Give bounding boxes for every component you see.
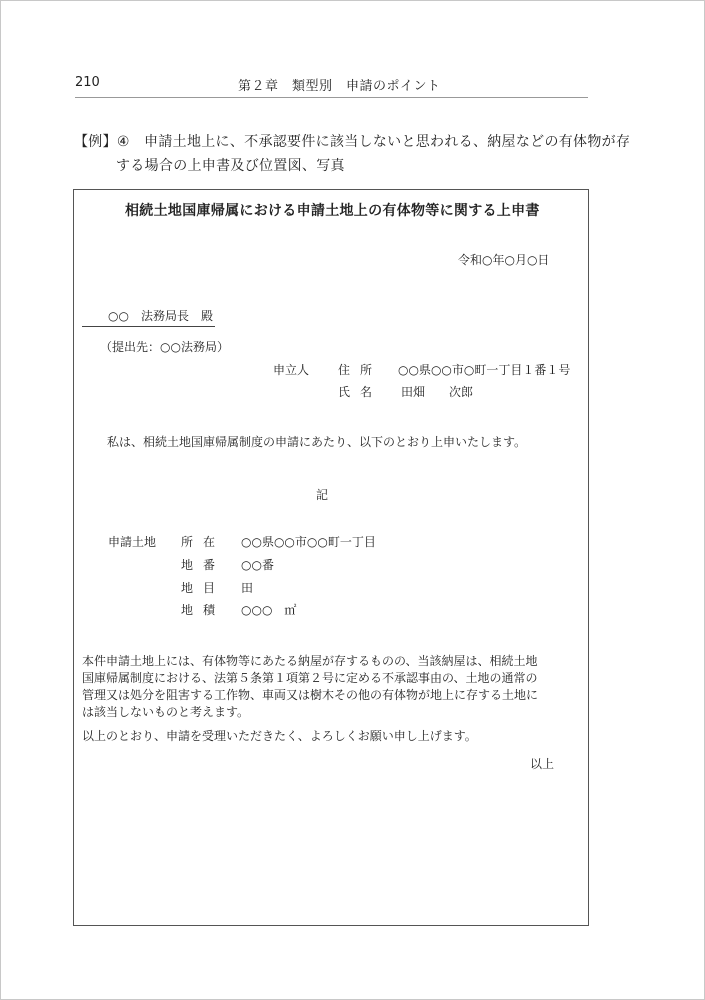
- body-paragraph-line: 管理又は処分を阻害する工作物、車両又は樹木その他の有体物が地上に存する土地に: [82, 688, 539, 702]
- addressee: ○○ 法務局長 殿: [82, 307, 215, 327]
- body-paragraph-line: は該当しないものと考えます。: [82, 705, 250, 719]
- document-frame: [73, 189, 589, 926]
- statement: 私は、相続土地国庫帰属制度の申請にあたり、以下のとおり上申いたします。: [107, 435, 527, 449]
- document-title: 相続土地国庫帰属における申請土地上の有体物等に関する上申書: [125, 203, 540, 219]
- name-label: 氏名: [338, 385, 383, 399]
- applicant-label: 申立人: [273, 363, 310, 377]
- land-row-label: 地番: [181, 558, 226, 572]
- example-heading-line1: 【例】④ 申請土地上に、不承認要件に該当しないと思われる、納屋などの有体物が存: [74, 134, 631, 150]
- request-line: 以上のとおり、申請を受理いただきたく、よろしくお願い申し上げます。: [82, 729, 477, 743]
- land-row-label: 地積: [181, 603, 226, 617]
- document-date: 令和○年○月○日: [458, 253, 550, 267]
- example-heading-line2: する場合の上申書及び位置図、写真: [116, 158, 345, 174]
- land-row-label: 地目: [181, 581, 226, 595]
- address-value: ○○県○○市○町一丁目１番１号: [398, 363, 571, 377]
- land-row-value: ○○○ ㎡: [241, 603, 297, 617]
- land-row-label: 所在: [181, 535, 226, 549]
- land-row-value: ○○番: [241, 558, 274, 572]
- ki-heading: 記: [316, 488, 329, 502]
- land-heading: 申請土地: [108, 535, 157, 549]
- land-row-value: ○○県○○市○○町一丁目: [241, 535, 376, 549]
- page-number: 210: [75, 75, 100, 90]
- header-rule: [75, 97, 588, 98]
- land-row-value: 田: [241, 581, 254, 595]
- closing-ijo: 以上: [530, 757, 555, 771]
- body-paragraph-line: 国庫帰属制度における、法第５条第１項第２号に定める不承認事由の、土地の通常の: [82, 671, 538, 685]
- address-label: 住所: [338, 363, 383, 377]
- name-value: 田畑 次郎: [401, 385, 474, 399]
- running-header: 第２章 類型別 申請のポイント: [238, 79, 441, 94]
- body-paragraph-line: 本件申請土地上には、有体物等にあたる納屋が存するものの、当該納屋は、相続土地: [82, 654, 538, 668]
- submitted-to: （提出先：○○法務局）: [100, 340, 229, 354]
